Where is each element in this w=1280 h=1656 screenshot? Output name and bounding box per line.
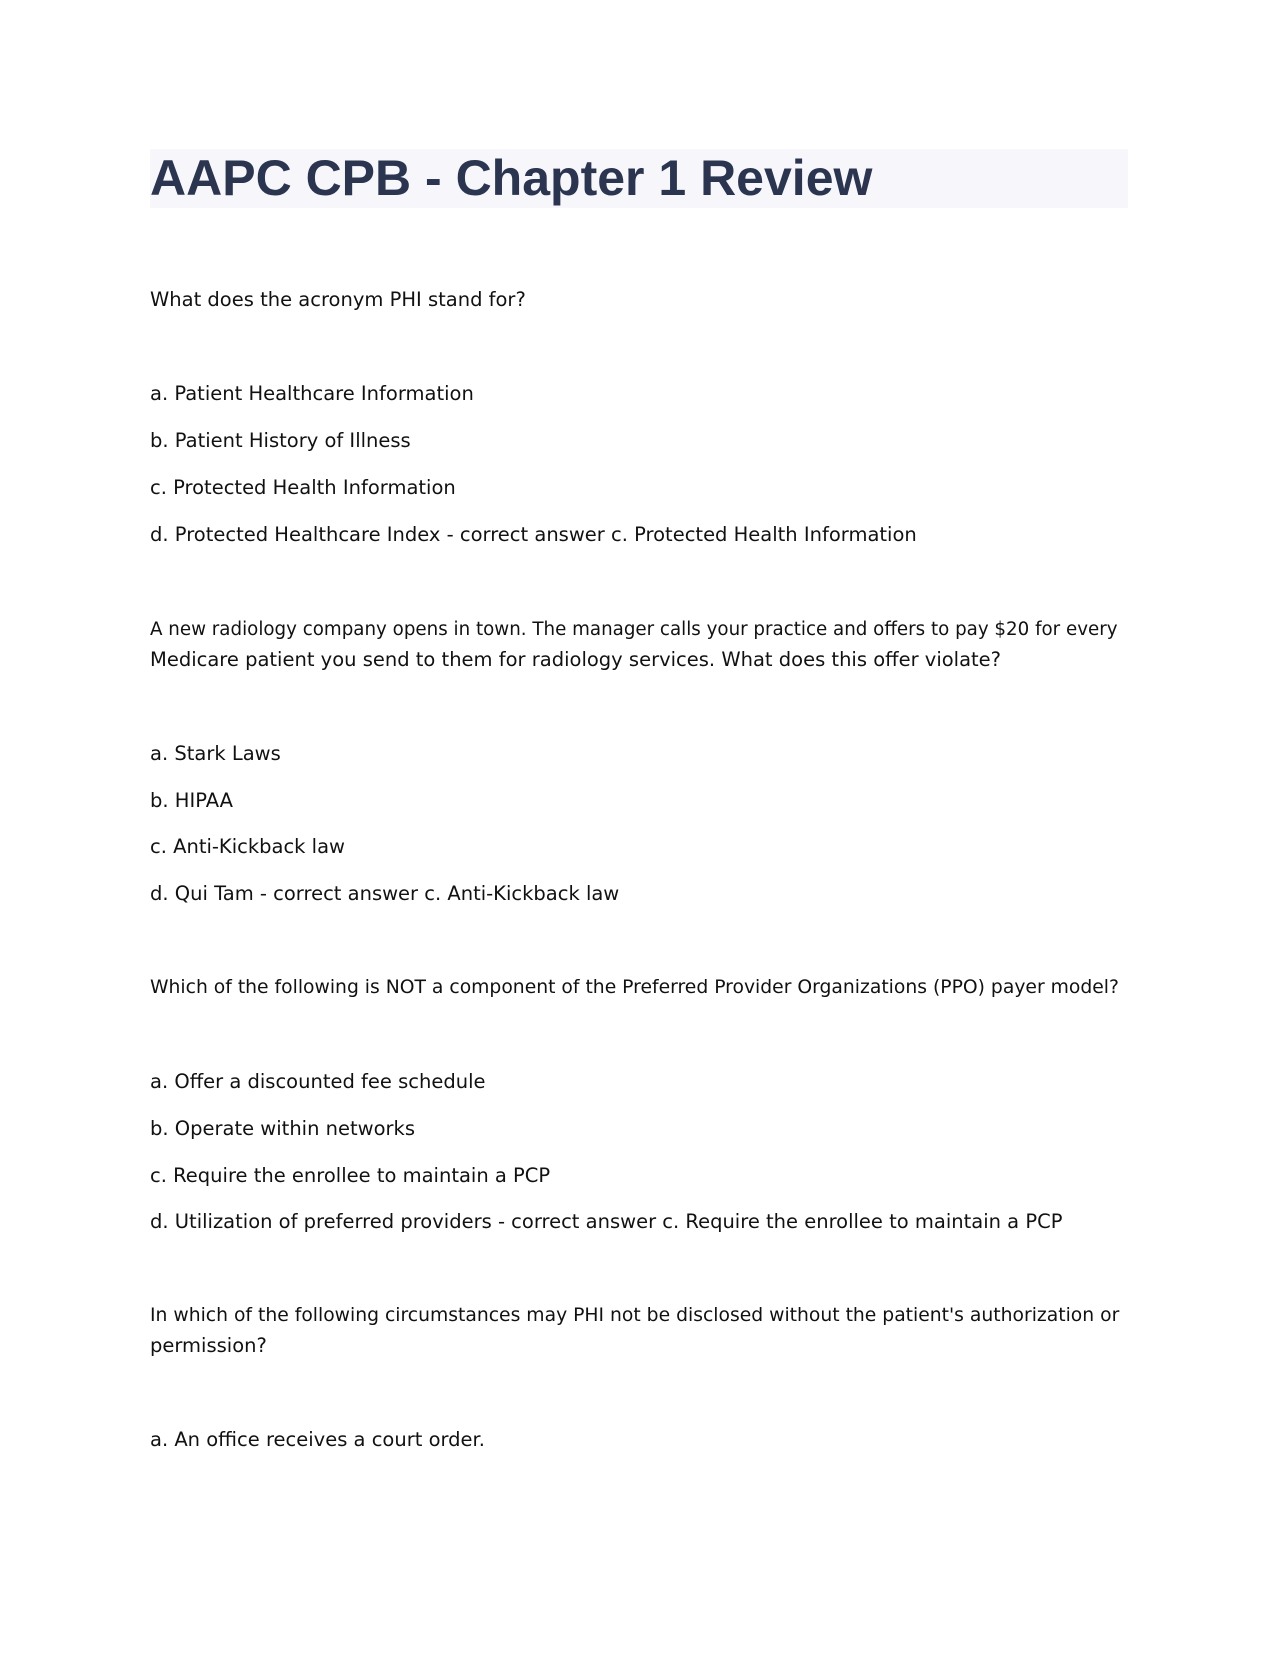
question-2-option-d: d. Qui Tam - correct answer c. Anti-Kickback law — [150, 882, 620, 905]
question-2-option-c: c. Anti-Kickback law — [150, 835, 345, 858]
question-2-text-line-1: A new radiology company opens in town. The manager calls your practice and offers to pay $20 for every — [150, 619, 1118, 640]
document-title: AAPC CPB - Chapter 1 Review — [150, 150, 873, 206]
question-3-option-d: d. Utilization of preferred providers - correct answer c. Require the enrollee to maintain a PCP — [150, 1210, 1063, 1233]
question-3-option-a: a. Offer a discounted fee schedule — [150, 1070, 486, 1093]
document-page — [150, 149, 1128, 1451]
question-3-option-c: c. Require the enrollee to maintain a PCP — [150, 1164, 551, 1187]
question-2-text-line-2: Medicare patient you send to them for radiology services. What does this offer violate? — [150, 648, 1002, 671]
question-1-option-b: b. Patient History of Illness — [150, 429, 411, 452]
question-1-option-c: c. Protected Health Information — [150, 476, 456, 499]
question-4-text-line-1: In which of the following circumstances may PHI not be disclosed without the patient's authorization or — [150, 1305, 1120, 1326]
question-1-option-d: d. Protected Healthcare Index - correct answer c. Protected Health Information — [150, 523, 917, 546]
question-2-option-a: a. Stark Laws — [150, 742, 281, 765]
question-4-option-a: a. An office receives a court order. — [150, 1428, 485, 1451]
question-1-option-a: a. Patient Healthcare Information — [150, 382, 474, 405]
question-3-text: Which of the following is NOT a component of the Preferred Provider Organizations (PPO) payer model? — [150, 977, 1119, 998]
title-band — [150, 149, 1128, 208]
question-3-option-b: b. Operate within networks — [150, 1117, 416, 1140]
question-1-text: What does the acronym PHI stand for? — [150, 288, 526, 311]
question-4-text-line-2: permission? — [150, 1334, 267, 1357]
question-2-option-b: b. HIPAA — [150, 789, 233, 812]
